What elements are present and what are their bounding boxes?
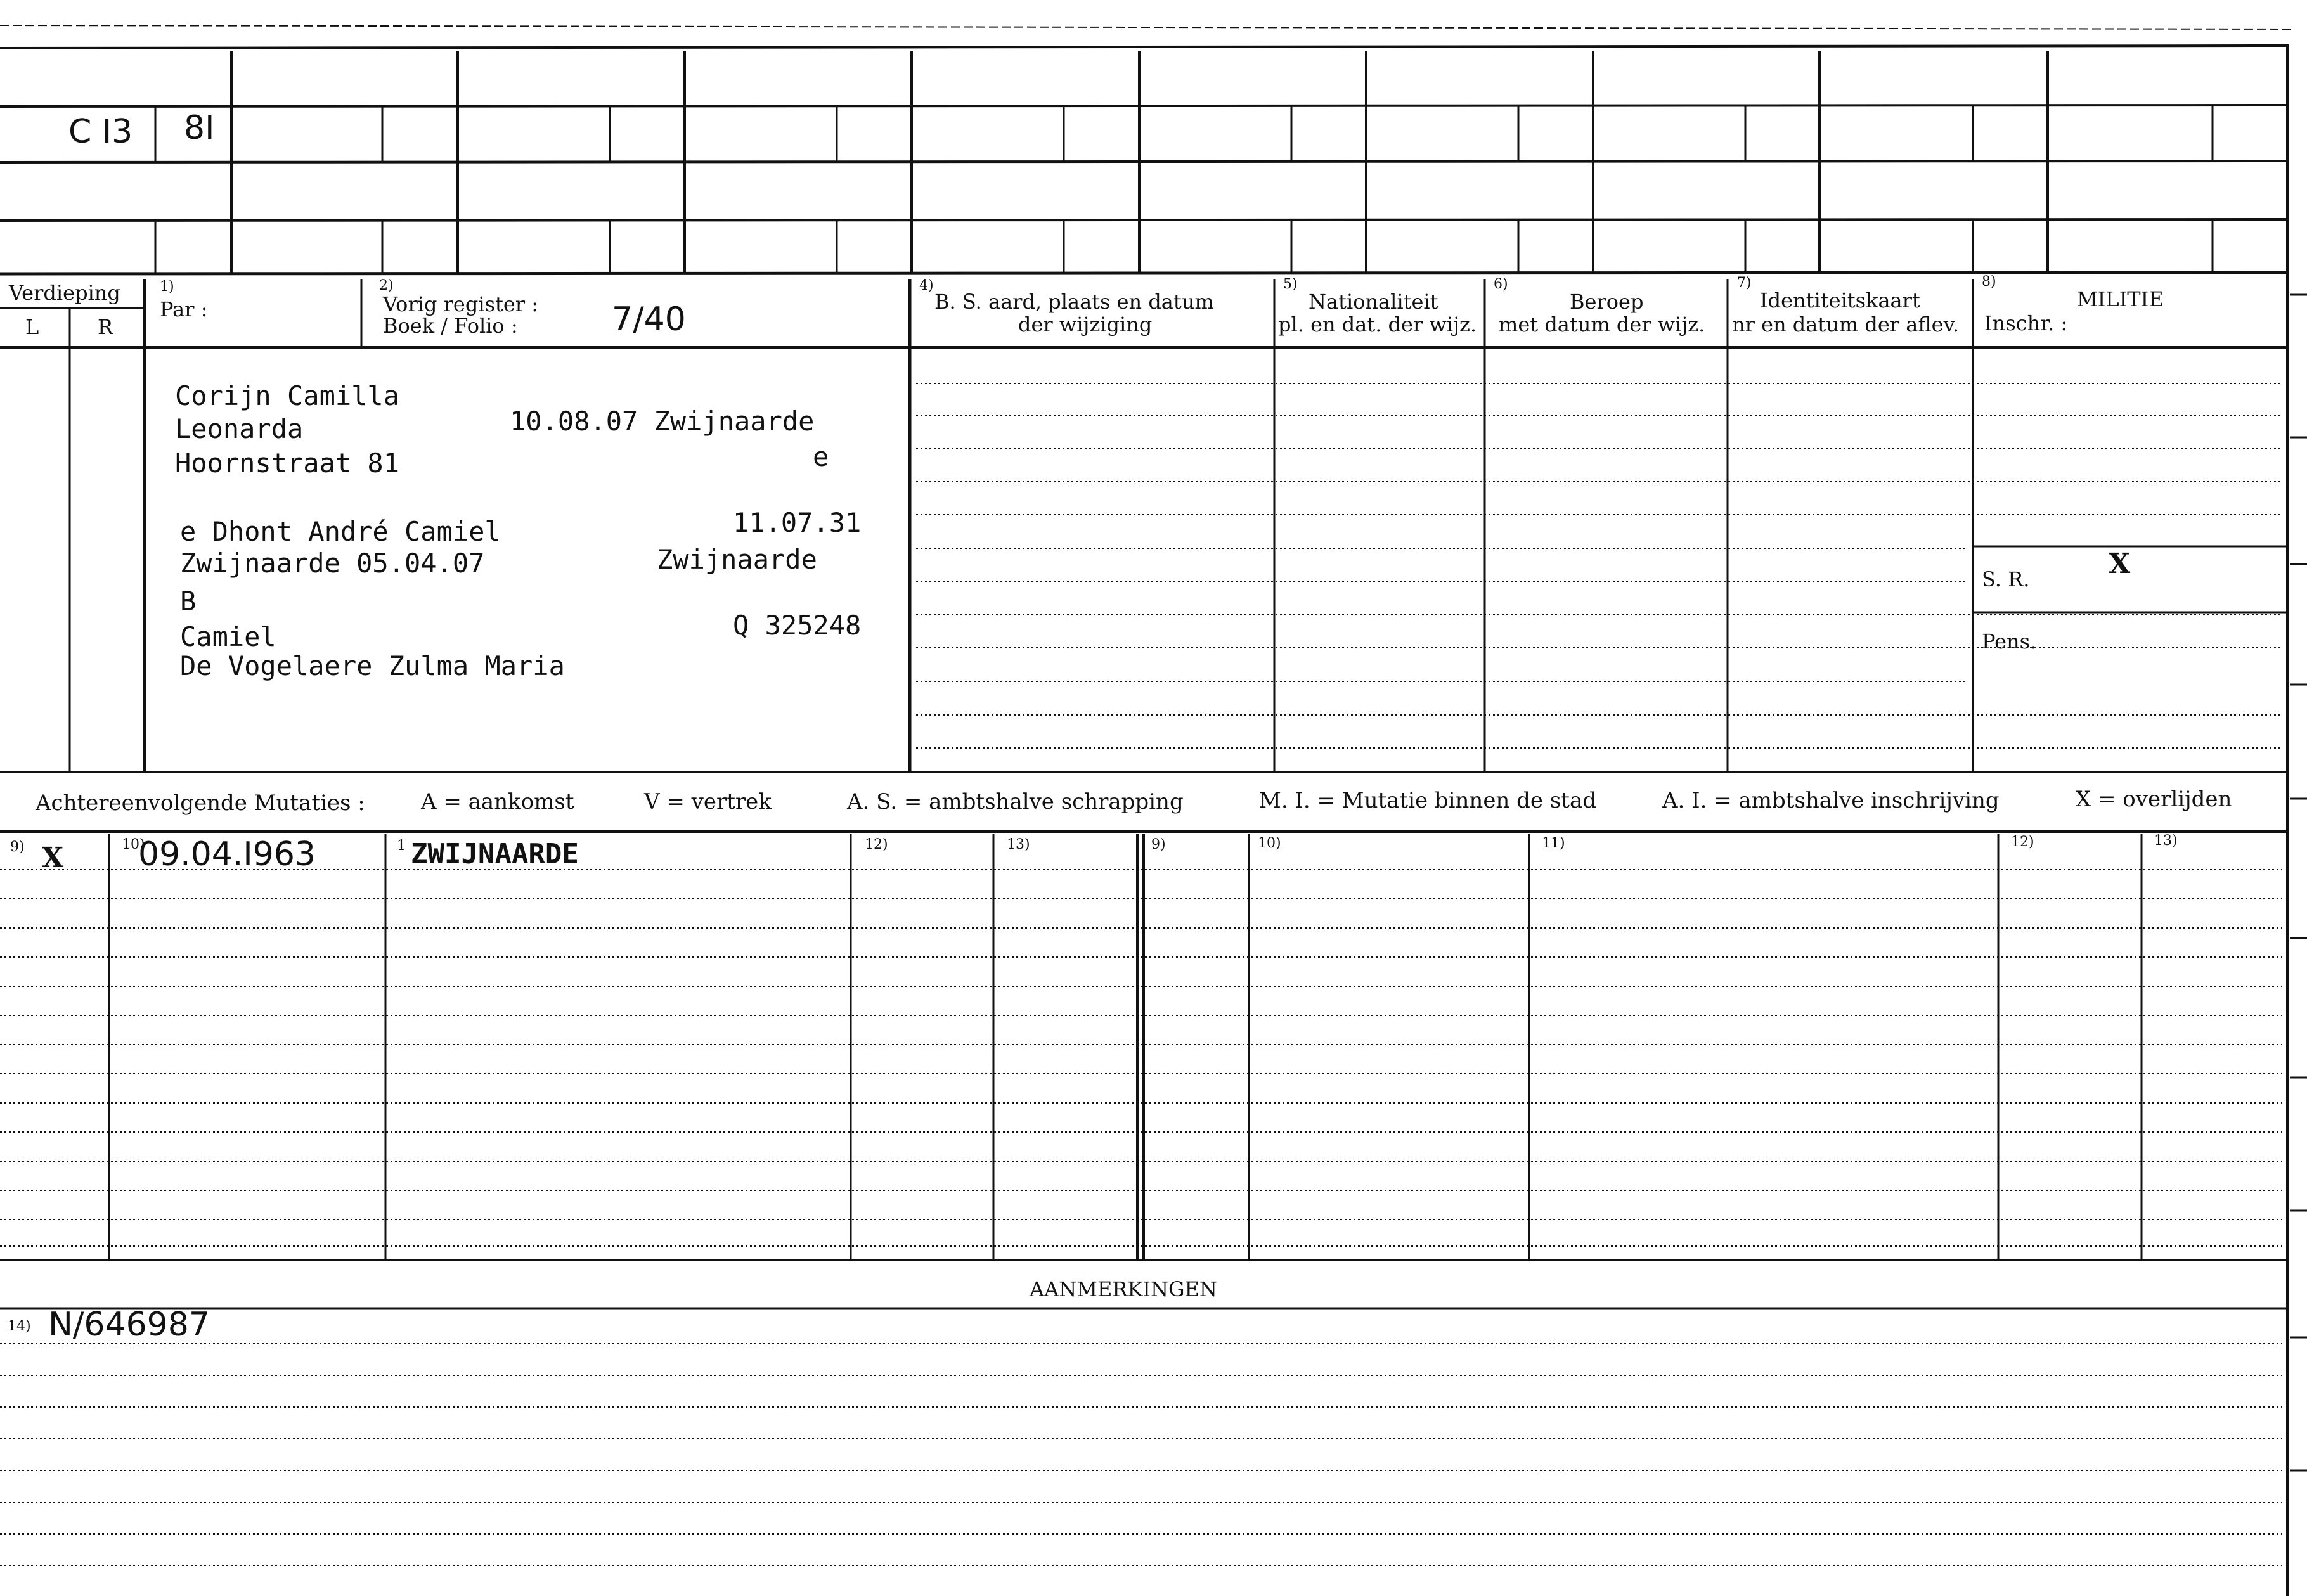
bs-label-2: der wijziging: [1018, 312, 1153, 337]
legend-v: V = vertrek: [644, 789, 772, 814]
col-l-label: L: [25, 315, 39, 339]
note-1-marker: 1): [160, 279, 174, 295]
person-id-number: Q 325248: [733, 610, 862, 641]
person-address: Hoornstraat 81: [175, 447, 400, 479]
beroep-label-2: met datum der wijz.: [1499, 312, 1705, 337]
remarks-value: N/646987: [48, 1306, 210, 1344]
mut-col-12-marker: 12): [865, 837, 888, 853]
legend-a: A = aankomst: [421, 789, 574, 814]
identiteitskaart-label-2: nr en datum der aflev.: [1732, 312, 1960, 337]
person-marriage-date: 11.07.31: [733, 507, 862, 538]
remarks-14-marker: 14): [8, 1318, 31, 1334]
boek-folio-value: 7/40: [612, 300, 686, 338]
beroep-label: Beroep: [1570, 290, 1644, 314]
legend-mi: M. I. = Mutatie binnen de stad: [1259, 788, 1596, 813]
ref-number: 8I: [184, 109, 215, 147]
verdieping-label: Verdieping: [9, 281, 120, 305]
note-4-marker: 4): [919, 278, 934, 293]
mut-col-13b-marker: 13): [2154, 833, 2178, 849]
person-spouse: e Dhont André Camiel: [180, 516, 501, 547]
nationaliteit-label: Nationaliteit: [1309, 290, 1438, 314]
mutation-type: X: [42, 842, 64, 874]
mut-col-11b-marker: 11): [1542, 835, 1565, 851]
sr-label: S. R.: [1982, 567, 2030, 591]
person-father: Camiel: [180, 621, 276, 652]
bs-label: B. S. aard, plaats en datum: [934, 290, 1214, 314]
note-6-marker: 6): [1494, 276, 1508, 292]
identiteitskaart-label: Identiteitskaart: [1760, 288, 1920, 312]
mutation-date: 09.04.I963: [138, 835, 316, 873]
note-8-marker: 8): [1982, 274, 1996, 290]
mut-col-12b-marker: 12): [2011, 834, 2034, 850]
person-name-line2: Leonarda: [175, 413, 304, 444]
person-mother: De Vogelaere Zulma Maria: [180, 650, 565, 681]
person-name-line1: Corijn Camilla: [175, 380, 400, 411]
col-r-label: R: [98, 315, 113, 339]
mut-col-10-marker: 10): [122, 837, 145, 853]
mut-col-13-marker: 13): [1007, 837, 1030, 853]
person-marriage-place: Zwijnaarde: [657, 544, 817, 575]
remarks-title: AANMERKINGEN: [1030, 1277, 1217, 1301]
person-birth: 10.08.07 Zwijnaarde: [510, 406, 815, 437]
ref-code: C I3: [68, 113, 133, 151]
mutation-place: ZWIJNAARDE: [411, 838, 579, 870]
legend-x: X = overlijden: [2076, 787, 2232, 812]
par-label: Par :: [160, 297, 208, 321]
militie-label: MILITIE: [2077, 287, 2164, 311]
nationaliteit-label-2: pl. en dat. der wijz.: [1278, 312, 1477, 337]
person-e-mark: e: [813, 441, 829, 472]
mut-col-9-marker: 9): [10, 839, 25, 855]
vorig-register-label: Vorig register :: [383, 292, 539, 316]
note-5-marker: 5): [1283, 276, 1298, 292]
legend-ai: A. I. = ambtshalve inschrijving: [1662, 788, 2000, 813]
mutations-legend-title: Achtereenvolgende Mutaties :: [36, 790, 365, 816]
person-nationality: B: [180, 586, 197, 617]
legend-as: A. S. = ambtshalve schrapping: [847, 789, 1184, 814]
mut-col-9b-marker: 9): [1151, 837, 1166, 853]
mut-col-11-marker: 1: [397, 838, 406, 854]
person-spouse-birth: Zwijnaarde 05.04.07: [180, 548, 485, 579]
sr-value: X: [2109, 548, 2131, 580]
note-2-marker: 2): [379, 278, 394, 293]
boek-folio-label: Boek / Folio :: [383, 314, 518, 338]
note-7-marker: 7): [1737, 275, 1752, 291]
mut-col-10b-marker: 10): [1258, 835, 1281, 851]
inschr-label: Inschr. :: [1984, 311, 2068, 335]
pens-label: Pens.: [1982, 629, 2037, 653]
